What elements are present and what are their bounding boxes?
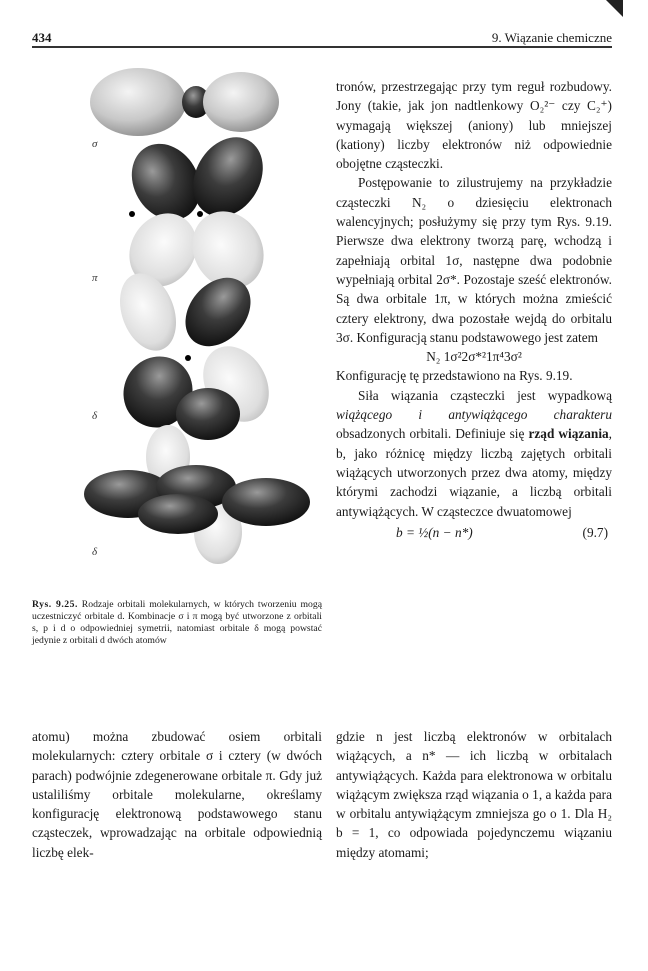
paragraph-configuration-note: Konfigurację tę przedstawiono na Rys. 9.19.	[336, 368, 573, 384]
equation-number: (9.7)	[582, 524, 608, 540]
equation-9-7	[336, 523, 612, 543]
orbital-illustration	[68, 62, 318, 592]
right-column-text	[336, 77, 612, 545]
delta-orbital-2	[84, 425, 310, 564]
orbital-label-sigma: σ	[92, 138, 98, 150]
chapter-title: 9. Wiązanie chemiczne	[491, 30, 612, 45]
left-bottom-text	[32, 727, 322, 862]
paragraph-bond-order	[336, 386, 612, 521]
paragraph-n2-example: Postępowanie to zilustrujemy na przykładzie cząsteczki N₂ o dziesięciu elektronach walencyjnych; posłużymy się przy tym Rys. 9.19. Pierwsze dwa elektrony tworzą parę, wchodzą i zapełniają orbital 1σ, następne dwa podobnie wypełniają orbital 2σ*. Pozostaje sześć elektronów. Są dwa orbitale 1π, w których można zmieścić cztery elektrony, dwa pozostałe wejdą do orbitalu 3σ. Konfiguracją stanu podstawowego jest zatem	[336, 175, 612, 345]
bond-order-text-a: Siła wiązania cząsteczki jest wypadkową	[358, 387, 612, 403]
bond-order-text-c: , b, jako różnicę między liczbą zajętych orbitali wiążących utworzonych przez dwa atomy, między którymi zachodzi wiązanie, a liczbą orbitali antywiążących. W cząsteczce dwuatomowej	[336, 426, 612, 519]
page-number: 434	[32, 30, 52, 45]
corner-mark	[606, 0, 623, 17]
page-header	[32, 30, 612, 46]
bond-order-italic: wiążącego i antywiążącego charakteru	[336, 407, 612, 423]
caption-title: Rys. 9.25.	[32, 599, 78, 610]
right-bottom-text	[336, 727, 612, 862]
delta-orbital-1	[110, 265, 282, 440]
orbital-figure	[68, 62, 318, 592]
orbital-label-pi: π	[92, 272, 98, 284]
sigma-orbital	[90, 68, 279, 136]
orbital-label-delta-2: δ	[92, 546, 98, 558]
equation-body: b = ½(n − n*)	[396, 524, 473, 540]
bond-order-term: rząd wiązania	[528, 426, 609, 442]
figure-caption	[32, 599, 322, 647]
paragraph-bond-order-explained: gdzie n jest liczbą elektronów w orbitalach wiążących, a n* — ich liczbą w orbitalach antywiążących. Każda para elektronowa w orbitalu wiążącym zwiększa rząd wiązania o 1, a każda para w orbitalu antywiążącym zmniejsza go o 1. Dla H₂ b = 1, co odpowiada pojedynczemu wiązaniu między atomami;	[336, 729, 612, 860]
header-rule	[32, 46, 612, 48]
bond-order-text-b: obsadzonych orbitali. Definiuje się	[336, 426, 529, 442]
paragraph-atom-orbitals: atomu) można zbudować osiem orbitali molekularnych: cztery orbitale σ i cztery (w dwóch parach) podwójnie zdegenerowane orbitale π. Gdy już ustaliliśmy orbitale molekularne, określamy konfigurację elektronową podstawowego stanu cząsteczek, wprowadzając na orbitale odpowiednią liczbę elek-	[32, 729, 322, 860]
paragraph-ion-rules: tronów, przestrzegając przy tym reguł rozbudowy. Jony (takie, jak jon nadtlenkowy O₂²⁻ czy C₂⁺) wymagają większej (aniony) lub mniejszej (kationy) liczby elektronów niż odpowiednie obojętne cząsteczki.	[336, 79, 612, 172]
orbital-label-delta-1: δ	[92, 410, 98, 422]
n2-configuration-formula: N₂ 1σ²2σ*²1π⁴3σ²	[426, 349, 522, 365]
caption-text: Rodzaje orbitali molekularnych, w których tworzeniu mogą uczestniczyć orbitale d. Kombinacje σ i π mogą być utworzone z orbitali s, p i d o odpowiedniej symetrii, natomiast orbitale δ mogą powstać jedynie z orbitali d dwóch atomów	[32, 599, 322, 646]
